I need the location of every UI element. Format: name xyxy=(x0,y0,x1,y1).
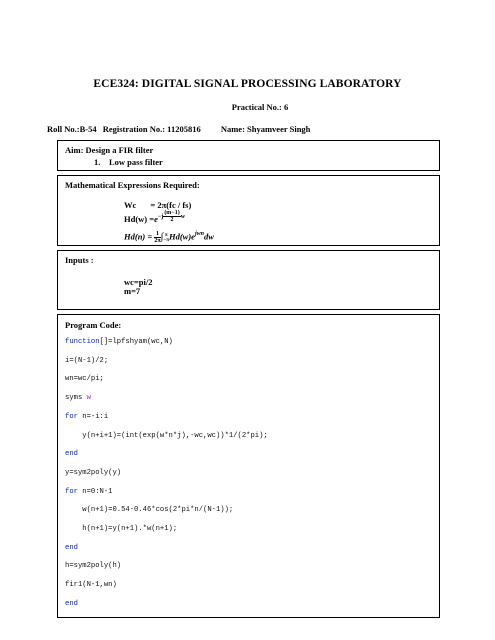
roll-number: Roll No.:B-54 xyxy=(47,124,97,134)
code-keyword: function xyxy=(65,338,100,346)
code-line xyxy=(65,357,108,365)
eq3-frac-den: 2π xyxy=(154,238,161,244)
eq2-exp-num: (m−1) xyxy=(164,210,180,217)
eq2-exp-sign: −j xyxy=(157,214,164,220)
code-text: w(n+1)=0.54-0.46*cos(2*pi*n/(N-1)); xyxy=(65,506,234,515)
student-info-row xyxy=(47,124,314,134)
code-keyword: for xyxy=(65,412,78,421)
input-m: m=7 xyxy=(124,286,141,296)
code-line xyxy=(65,469,121,477)
code-text: syms xyxy=(65,394,87,403)
eq3-dw: dw xyxy=(203,231,214,242)
code-section xyxy=(57,314,440,618)
code-text: h=sym2poly(h) xyxy=(65,562,122,571)
math-label: Mathematical Expressions Required: xyxy=(65,180,200,190)
code-text: h(n+1)=y(n+1).*w(n+1); xyxy=(65,525,178,533)
code-line xyxy=(65,338,173,346)
code-text: []=lpfshyam(wc,N) xyxy=(99,338,173,346)
eq2-lhs: Hd(w) = xyxy=(124,214,155,224)
eq2-exp-tail: w xyxy=(180,214,186,220)
eq2-exp-fraction xyxy=(163,210,180,223)
math-section xyxy=(57,175,440,246)
code-text: i=(N-1)/2; xyxy=(65,356,109,365)
integral-symbol: ∫ xyxy=(160,231,164,243)
code-keyword: end xyxy=(65,543,78,552)
inputs-section xyxy=(57,250,440,310)
code-text: n=0:N-1 xyxy=(77,487,113,496)
eq3-frac-num: 1 xyxy=(155,231,159,237)
eq2-exp-den: 2 xyxy=(170,217,174,224)
eq3-lower: −π xyxy=(163,237,169,243)
aim-list-item xyxy=(94,157,163,167)
code-keyword: end xyxy=(65,599,78,608)
equation-hdw xyxy=(124,210,186,227)
inputs-label: Inputs : xyxy=(65,255,94,265)
eq1-rhs: = 2π(fc / fs) xyxy=(150,200,192,210)
code-text: fir1(N-1,wn) xyxy=(65,581,117,590)
code-text: y=sym2poly(y) xyxy=(65,468,122,477)
eq3-body: Hd(w)e xyxy=(168,231,195,242)
code-line xyxy=(65,413,108,421)
code-line xyxy=(65,432,268,440)
code-text: n=-i:i xyxy=(77,412,109,421)
code-line xyxy=(65,544,78,552)
eq2-exponent xyxy=(157,210,186,224)
code-line xyxy=(65,488,112,496)
eq3-upper: π xyxy=(164,232,168,238)
document-title: ECE324: DIGITAL SIGNAL PROCESSING LABORATORY xyxy=(93,78,402,90)
aim-item-text: Low pass filter xyxy=(109,157,163,167)
code-text: wn=wc/pi; xyxy=(65,375,104,384)
registration-number: Registration No.: 11205816 xyxy=(102,124,201,134)
student-name: Name: Shyamveer Singh xyxy=(220,124,311,134)
code-line xyxy=(65,394,91,402)
code-keyword: end xyxy=(65,450,78,459)
eq3-exp: jwn xyxy=(194,231,204,238)
aim-section xyxy=(57,140,440,171)
code-line xyxy=(65,506,233,514)
code-line xyxy=(65,525,177,533)
aim-label: Aim: Design a FIR filter xyxy=(65,145,154,155)
code-line xyxy=(65,600,78,608)
code-keyword: for xyxy=(65,487,78,496)
code-label: Program Code: xyxy=(65,320,122,330)
eq3-lhs: Hd(n) = xyxy=(124,231,153,242)
code-symbol: w xyxy=(86,394,91,403)
code-line xyxy=(65,450,78,458)
equation-hdn xyxy=(124,231,214,244)
code-line xyxy=(65,375,104,383)
input-wc: wc=pi/2 xyxy=(124,277,153,287)
code-line xyxy=(65,581,117,589)
aim-item-number: 1. xyxy=(94,157,101,167)
eq2-base: e xyxy=(154,214,158,224)
code-line xyxy=(65,562,121,570)
eq1-lhs: Wc xyxy=(124,200,137,210)
equation-wc xyxy=(124,200,191,210)
code-text: y(n+i+1)=(int(exp(w*n*j),-wc,wc))*1/(2*pi); xyxy=(65,431,268,440)
practical-number: Practical No.: 6 xyxy=(231,102,289,112)
